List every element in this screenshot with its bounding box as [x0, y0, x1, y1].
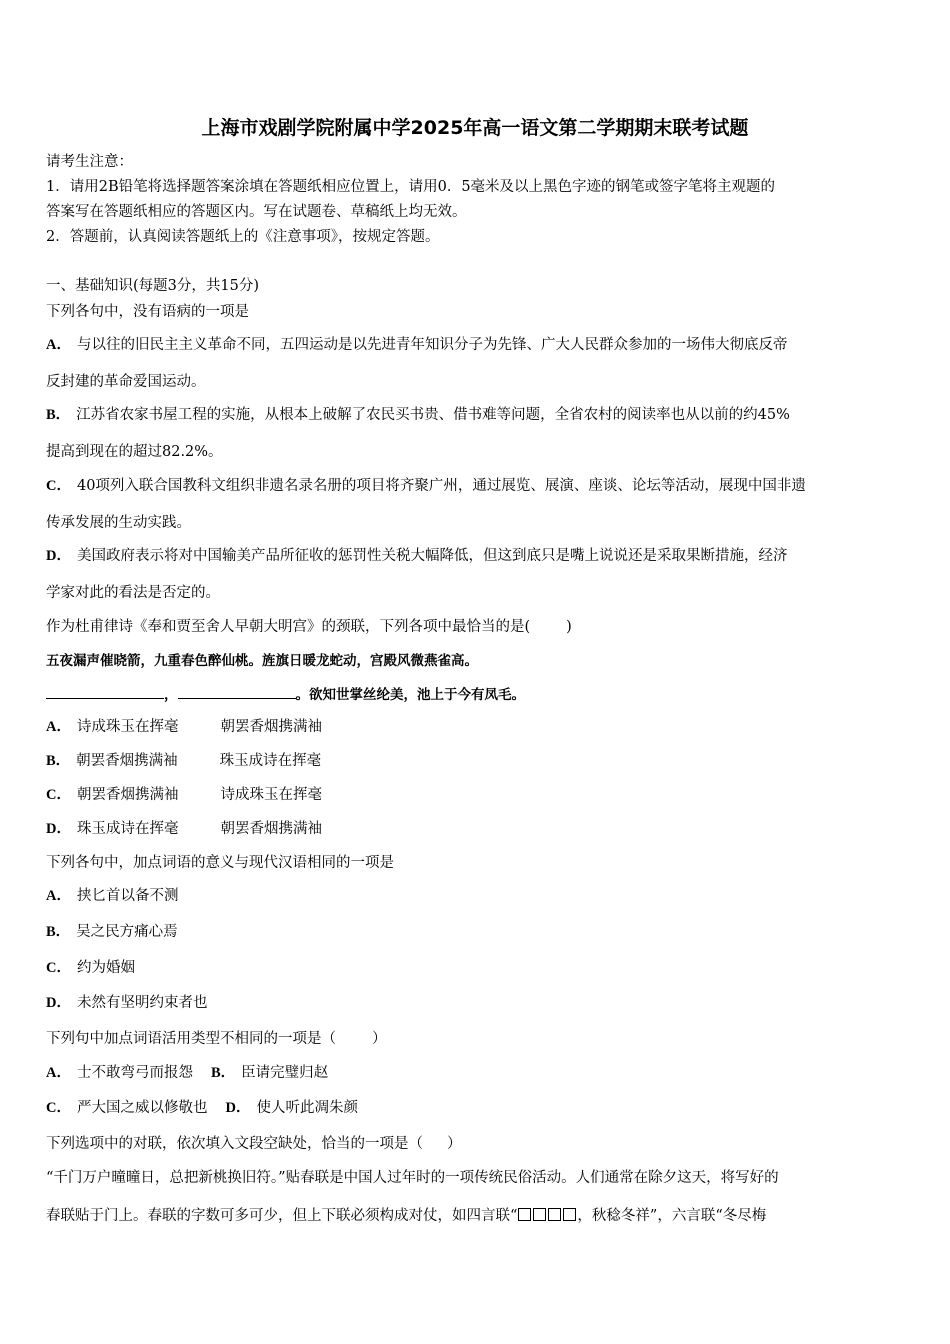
notice-item-2: 2．答题前，认真阅读答题纸上的《注意事项》，按规定答题。: [46, 229, 440, 245]
option-label: D．: [46, 821, 71, 837]
option-label: D．: [46, 548, 71, 564]
question-3-option-b: [46, 922, 178, 942]
question-2-stem-end: ): [566, 619, 572, 635]
question-4-options-row-2: [46, 1098, 358, 1118]
option-label: B．: [46, 753, 71, 769]
poem-line-1: 五夜漏声催晓箭，九重春色醉仙桃。旌旗日暖龙蛇动，宫殿风微燕雀高。: [46, 653, 478, 669]
question-5-stem-end: ）: [447, 1136, 462, 1152]
poem-line-2-tail: 。欲知世掌丝纶美，池上于今有凤毛。: [295, 687, 525, 703]
question-4-stem-text: 下列句中加点词语活用类型不相同的一项是（: [46, 1031, 336, 1047]
option-text: 美国政府表示将对中国输美产品所征收的惩罚性关税大幅降低，但这到底只是嘴上说说还是采取果断措施，经济: [76, 548, 788, 564]
option-label: B．: [46, 924, 71, 940]
passage-text-a: 春联贴于门上。春联的字数可多可少，但上下联必须构成对仗，如四言联“: [46, 1208, 518, 1224]
notice-heading: 请考生注意：: [46, 154, 133, 170]
question-5-passage-line-1: “千门万户曈曈日，总把新桃换旧符。”贴春联是中国人过年时的一项传统民俗活动。人们通常在除夕这天，将写好的: [46, 1170, 779, 1186]
question-5-stem: [46, 1134, 462, 1154]
blank-box-icon: [563, 1208, 576, 1221]
option-label: C．: [46, 478, 71, 494]
option-label: A．: [46, 1065, 71, 1081]
question-5-passage-line-2: [46, 1206, 766, 1226]
question-3-option-d: [46, 993, 207, 1013]
option-label: A．: [46, 888, 71, 904]
option-left: 朝罢香烟携满袖: [76, 753, 178, 769]
question-3-option-a: [46, 886, 178, 906]
option-text: 使人听此凋朱颜: [256, 1100, 358, 1116]
question-1-option-c-cont: 传承发展的生动实践。: [46, 515, 191, 531]
option-right: 珠玉成诗在挥毫: [219, 753, 322, 769]
option-text: 严大国之威以修敬也: [76, 1100, 208, 1116]
option-right: 诗成珠玉在挥毫: [220, 787, 322, 803]
option-right: 朝罢香烟携满袖: [220, 719, 322, 735]
question-1-stem: 下列各句中，没有语病的一项是: [46, 304, 249, 320]
question-3-stem: 下列各句中，加点词语的意义与现代汉语相同的一项是: [46, 855, 394, 871]
poem-blank-1: [46, 684, 164, 699]
option-label: C．: [46, 1100, 71, 1116]
question-1-option-c: [46, 476, 806, 496]
blank-box-icon: [533, 1208, 546, 1221]
option-label: C．: [46, 787, 71, 803]
option-text: 约为婚姻: [76, 960, 135, 976]
page-title: 上海市戏剧学院附属中学2025年高一语文第二学期期末联考试题: [201, 117, 749, 139]
question-4-options-row-1: [46, 1063, 328, 1083]
option-label: B．: [210, 1065, 236, 1081]
option-text: 江苏省农家书屋工程的实施，从根本上破解了农民买书贵、借书难等问题，全省农村的阅读率也从以前的约45%: [76, 407, 790, 423]
poem-separator: ，: [164, 687, 178, 703]
question-5-stem-text: 下列选项中的对联，依次填入文段空缺处，恰当的一项是（: [46, 1136, 423, 1152]
option-text: 40项列入联合国教科文组织非遗名录名册的项目将齐聚广州，通过展览、展演、座谈、论坛等活动，展现中国非遗: [76, 478, 806, 494]
section-heading: 一、基础知识(每题3分，共15分): [46, 278, 259, 294]
question-2-option-c: [46, 785, 322, 805]
option-right: 朝罢香烟携满袖: [220, 821, 322, 837]
blank-box-icon: [548, 1208, 561, 1221]
question-1-option-d-cont: 学家对此的看法是否定的。: [46, 585, 220, 601]
question-1-option-a-cont: 反封建的革命爱国运动。: [46, 374, 206, 390]
blank-box-icon: [518, 1208, 531, 1221]
question-4-stem: [46, 1029, 387, 1049]
question-1-option-b: [46, 405, 790, 425]
question-2-stem: [46, 617, 572, 637]
question-1-option-b-cont: 提高到现在的超过82.2%。: [46, 444, 223, 460]
question-2-option-d: [46, 819, 322, 839]
question-2-stem-text: 作为杜甫律诗《奉和贾至舍人早朝大明宫》的颈联，下列各项中最恰当的是(: [46, 619, 531, 635]
passage-text-b: ，秋稔冬祥”，六言联“冬尽梅: [577, 1208, 767, 1224]
option-text: 与以往的旧民主主义革命不同，五四运动是以先进青年知识分子为先锋、广大人民群众参加的一场伟大彻底反帝: [76, 337, 788, 353]
option-text: 臣请完璧归赵: [241, 1065, 329, 1081]
option-label: B．: [46, 407, 71, 423]
option-text: 未然有坚明约束者也: [76, 995, 208, 1011]
question-3-option-c: [46, 958, 135, 978]
option-text: 挟匕首以备不测: [76, 888, 179, 904]
option-text: 吴之民方痛心焉: [76, 924, 178, 940]
option-label: A．: [46, 719, 71, 735]
question-1-option-a: [46, 335, 787, 355]
question-2-option-b: [46, 751, 321, 771]
option-text: 士不敢弯弓而报怨: [76, 1065, 193, 1081]
notice-item-1-line-2: 答案写在答题纸相应的答题区内。写在试题卷、草稿纸上均无效。: [46, 204, 467, 220]
poem-line-2: [46, 684, 525, 705]
question-2-option-a: [46, 717, 322, 737]
option-label: D．: [225, 1100, 251, 1116]
option-left: 诗成珠玉在挥毫: [76, 719, 179, 735]
option-label: D．: [46, 995, 71, 1011]
poem-blank-2: [178, 684, 296, 699]
option-left: 珠玉成诗在挥毫: [76, 821, 179, 837]
option-label: C．: [46, 960, 71, 976]
notice-item-1-line-1: 1．请用2B铅笔将选择题答案涂填在答题纸相应位置上，请用0．5毫米及以上黑色字迹的钢笔或签字笔将主观题的: [46, 179, 776, 195]
option-label: A．: [46, 337, 71, 353]
question-4-stem-end: ）: [372, 1031, 387, 1047]
option-left: 朝罢香烟携满袖: [76, 787, 179, 803]
question-1-option-d: [46, 546, 787, 566]
